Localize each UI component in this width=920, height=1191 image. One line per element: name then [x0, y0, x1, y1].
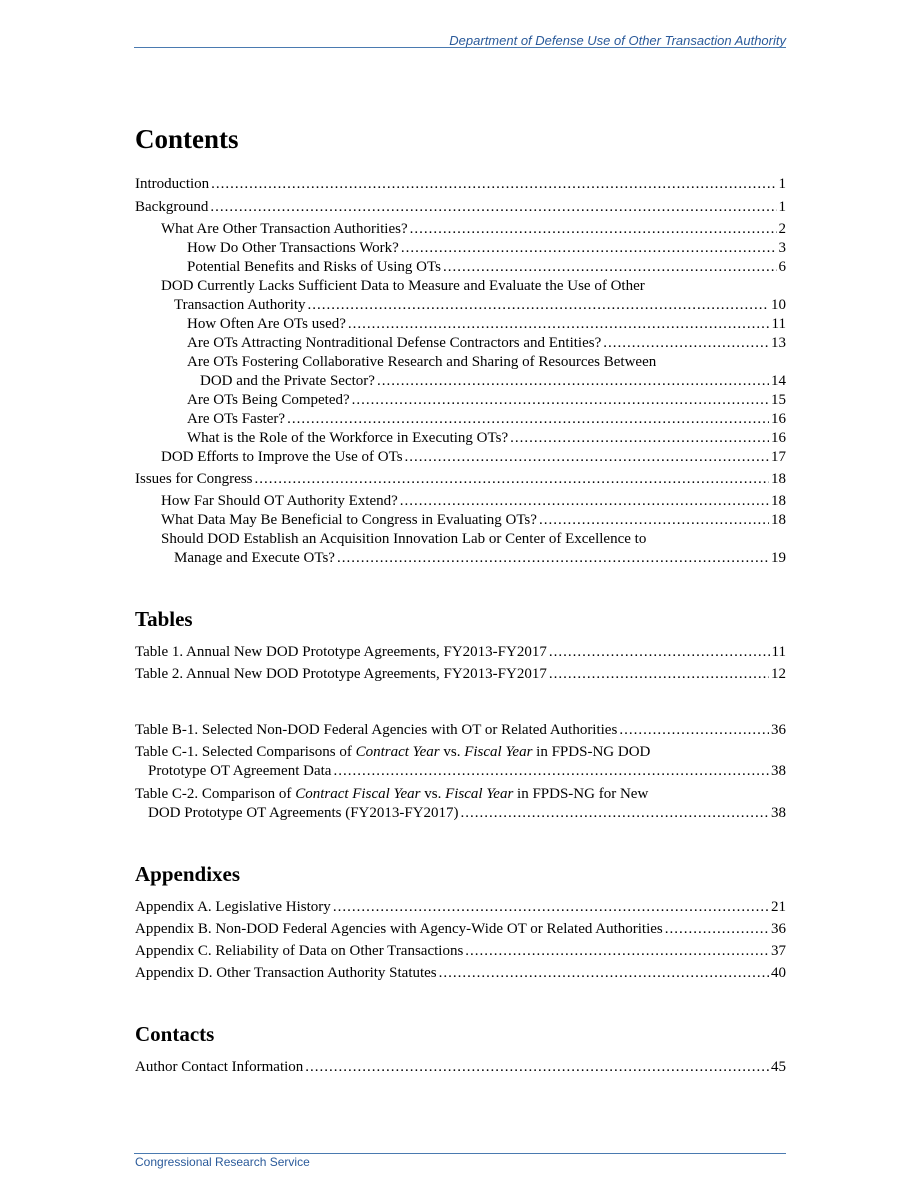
toc-entry-competed[interactable]: Are OTs Being Competed? ..... 15 — [187, 391, 786, 410]
toc-entry-table-c2[interactable]: DOD Prototype OT Agreements (FY2013-FY2017) ..... 38 — [148, 804, 786, 823]
toc-entry-dod-lacks-data-line1[interactable]: DOD Currently Lacks Sufficient Data to Measure and Evaluate the Use of Other — [161, 278, 645, 294]
toc-entry-table-c2-line1[interactable]: Table C-2. Comparison of Contract Fiscal Year vs. Fiscal Year in FPDS-NG for New — [135, 786, 649, 802]
header-rule — [134, 47, 786, 48]
running-header: Department of Defense Use of Other Transaction Authority — [449, 33, 786, 48]
footer-rule — [134, 1153, 786, 1154]
toc-entry-dod-lacks-data[interactable]: Transaction Authority ..... 10 — [174, 296, 786, 315]
toc-entry-table-2[interactable]: Table 2. Annual New DOD Prototype Agreements, FY2013-FY2017 ..... 12 — [135, 665, 786, 684]
toc-entry-nontraditional[interactable]: Are OTs Attracting Nontraditional Defense Contractors and Entities? ..... 13 — [187, 334, 786, 353]
toc-entry-table-1[interactable]: Table 1. Annual New DOD Prototype Agreements, FY2013-FY2017 ..... 11 — [135, 643, 786, 662]
toc-entry-introduction[interactable]: Introduction ..... 1 — [135, 175, 786, 194]
toc-entry-appendix-a[interactable]: Appendix A. Legislative History ..... 21 — [135, 898, 786, 917]
toc-entry-innovation-lab[interactable]: Manage and Execute OTs? ..... 19 — [174, 549, 786, 568]
toc-entry-background[interactable]: Background ..... 1 — [135, 198, 786, 217]
toc-entry-faster[interactable]: Are OTs Faster? ..... 16 — [187, 410, 786, 429]
toc-entry-table-c1-line1[interactable]: Table C-1. Selected Comparisons of Contract Year vs. Fiscal Year in FPDS-NG DOD — [135, 744, 651, 760]
toc-entry-appendix-b[interactable]: Appendix B. Non-DOD Federal Agencies with Agency-Wide OT or Related Authorities ..... 36 — [135, 920, 786, 939]
toc-entry-benefits-risks[interactable]: Potential Benefits and Risks of Using OTs ..... 6 — [187, 258, 786, 277]
appendixes-heading: Appendixes — [135, 862, 241, 886]
toc-entry-how-often[interactable]: How Often Are OTs used? ..... 11 — [187, 315, 786, 334]
toc-entry-table-b1[interactable]: Table B-1. Selected Non-DOD Federal Agencies with OT or Related Authorities ..... 36 — [135, 721, 786, 740]
toc-entry-dod-efforts[interactable]: DOD Efforts to Improve the Use of OTs ..... 17 — [161, 448, 786, 467]
toc-entry-collaborative[interactable]: DOD and the Private Sector? ..... 14 — [200, 372, 786, 391]
toc-entry-what-are-ota[interactable]: What Are Other Transaction Authorities? ..... 2 — [161, 220, 786, 239]
toc-entry-how-far[interactable]: How Far Should OT Authority Extend? ..... 18 — [161, 492, 786, 511]
contacts-heading: Contacts — [135, 1022, 215, 1046]
toc-entry-appendix-d[interactable]: Appendix D. Other Transaction Authority Statutes ..... 40 — [135, 964, 786, 983]
tables-heading: Tables — [135, 607, 193, 631]
running-footer: Congressional Research Service — [135, 1155, 310, 1169]
toc-entry-appendix-c[interactable]: Appendix C. Reliability of Data on Other Transactions ..... 37 — [135, 942, 786, 961]
toc-entry-table-c1[interactable]: Prototype OT Agreement Data ..... 38 — [148, 762, 786, 781]
toc-entry-collaborative-line1[interactable]: Are OTs Fostering Collaborative Research and Sharing of Resources Between — [187, 354, 657, 370]
toc-entry-issues-for-congress[interactable]: Issues for Congress ..... 18 — [135, 470, 786, 489]
toc-entry-what-data[interactable]: What Data May Be Beneficial to Congress in Evaluating OTs? ..... 18 — [161, 511, 786, 530]
toc-entry-workforce[interactable]: What is the Role of the Workforce in Executing OTs? ..... 16 — [187, 429, 786, 448]
contents-heading: Contents — [135, 124, 239, 154]
toc-entry-innovation-lab-line1[interactable]: Should DOD Establish an Acquisition Innovation Lab or Center of Excellence to — [161, 531, 647, 547]
toc-entry-author-contact[interactable]: Author Contact Information ..... 45 — [135, 1058, 786, 1077]
toc-entry-how-do-ot-work[interactable]: How Do Other Transactions Work? ..... 3 — [187, 239, 786, 258]
